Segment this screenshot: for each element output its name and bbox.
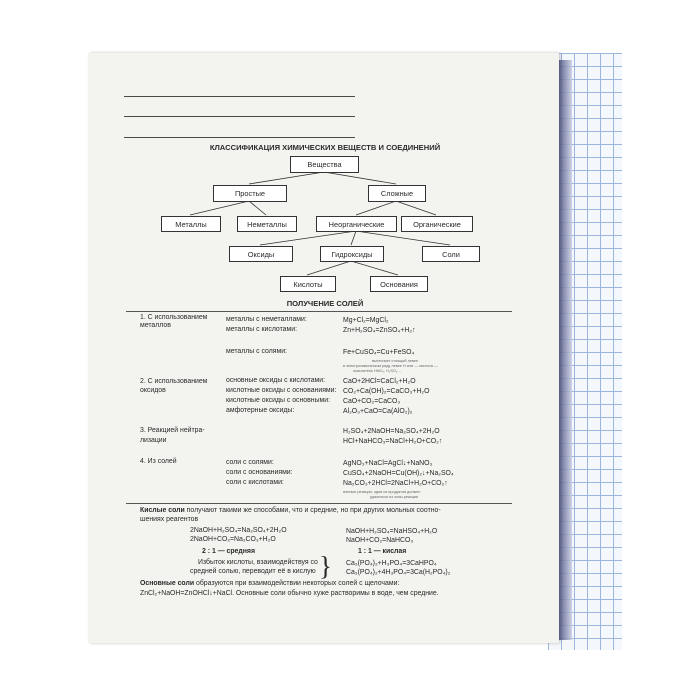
method-2-title: 2. С использованием xyxy=(140,378,208,385)
name-line-1[interactable] xyxy=(124,96,355,97)
node-complex: Сложные xyxy=(368,185,426,202)
node-simple: Простые xyxy=(213,185,287,202)
basic-salts-text-2: ZnCl₂+NaOH=ZnOHCl↓+NaCl. Основные соли обычно хуже растворимы в воде, чем средние. xyxy=(140,590,439,597)
method-1-row-3: металлы с солями: xyxy=(226,348,287,355)
acid-salts-text-2: шениях реагентов xyxy=(140,516,199,523)
page-title: КЛАССИФИКАЦИЯ ХИМИЧЕСКИХ ВЕЩЕСТВ И СОЕДИНЕНИЙ xyxy=(209,143,441,152)
method-4-note-2: удаляться из зоны реакции xyxy=(370,495,419,499)
method-2-title-2: оксидов xyxy=(140,387,166,394)
method-2-eq-4: Al₂O₃+CaO=Ca(AlO₂)₂ xyxy=(343,408,413,415)
basic-salts-text-1: образуются при взаимодействии некоторых солей с щелочами: xyxy=(194,580,400,587)
node-organic: Органические xyxy=(401,216,473,232)
node-substances: Вещества xyxy=(290,156,359,173)
method-4-eq-2: CuSO₄+2NaOH=Cu(OH)₂↓+Na₂SO₄ xyxy=(343,470,454,477)
acid-salts-rule xyxy=(126,503,512,504)
acid-salts-eq-6: Ca₃(PO₄)₂+4H₃PO₄=3Ca(H₂PO₄)₂ xyxy=(346,569,451,576)
name-line-2[interactable] xyxy=(124,116,355,117)
node-salts: Соли xyxy=(422,246,480,262)
method-1-row-1: металлы с неметаллами: xyxy=(226,316,307,323)
method-1-note-1: вытесняет стоящий левее xyxy=(372,359,419,363)
method-4-title: 4. Из солей xyxy=(140,458,177,465)
method-1-title-2: металлов xyxy=(140,322,171,329)
method-4-row-3: соли с кислотами: xyxy=(226,479,284,486)
brace: } xyxy=(319,551,332,581)
node-metals: Металлы xyxy=(161,216,221,232)
method-2-row-1: основные оксиды с кислотами: xyxy=(226,377,326,384)
method-3-title-2: лизации xyxy=(140,437,167,444)
method-4-row-1: соли с солями: xyxy=(226,459,274,466)
node-bases: Основания xyxy=(370,276,428,292)
method-1-note-3: окислитель HNO₃, H₂SO₄ ... xyxy=(353,369,402,373)
acid-salts-eq-2: 2NaOH+CO₂=Na₂CO₃+H₂O xyxy=(190,536,276,543)
method-1-row-2: металлы с кислотами: xyxy=(226,326,298,333)
acid-salts-eq-1: 2NaOH+H₂SO₄=Na₂SO₄+2H₂O xyxy=(190,527,287,534)
node-oxides: Оксиды xyxy=(229,246,293,262)
method-1-eq-1: Mg+Cl₂=MgCl₂ xyxy=(343,317,389,324)
acid-salts-eq-3: NaOH+H₂SO₄=NaHSO₄+H₂O xyxy=(346,528,438,535)
excess-acid-text-2: средней солью, переводит её в кислую xyxy=(190,568,316,575)
method-2-row-4: амфотерные оксиды: xyxy=(226,407,295,414)
method-3-eq-1: H₂SO₄+2NaOH=Na₂SO₄+2H₂O xyxy=(343,428,440,435)
acid-salts-text-1: получают такими же способами, что и средние, но при других мольных соотно- xyxy=(184,507,441,514)
method-4-eq-1: AgNO₃+NaCl=AgCl↓+NaNO₃ xyxy=(343,460,433,467)
method-1-title: 1. С использованием xyxy=(140,314,208,321)
basic-salts-lead: Основные соли xyxy=(140,580,195,587)
method-2-eq-3: CaO+CO₂=CaCO₃ xyxy=(343,398,401,405)
node-hydroxides: Гидроксиды xyxy=(320,246,384,262)
acid-salts-paragraph xyxy=(140,507,441,515)
method-1-eq-2: Zn+H₂SO₄=ZnSO₄+H₂↑ xyxy=(343,327,416,334)
node-inorganic: Неорганические xyxy=(316,216,397,232)
acid-salts-eq-4: NaOH+CO₂=NaHCO₃ xyxy=(346,537,414,544)
method-4-eq-3: Na₂CO₃+2HCl=2NaCl+H₂O+CO₂↑ xyxy=(343,480,448,487)
basic-salts-paragraph xyxy=(140,580,399,588)
method-3-title: 3. Реакцией нейтра- xyxy=(140,427,205,434)
node-acids: Кислоты xyxy=(280,276,336,292)
name-line-3[interactable] xyxy=(124,137,355,138)
salts-section-rule xyxy=(126,311,512,312)
method-2-row-2: кислотные оксиды с основаниями: xyxy=(226,387,337,394)
method-4-note-1: ионные реакции, одни из продуктов должен xyxy=(343,490,421,494)
method-2-row-3: кислотные оксиды с основными: xyxy=(226,397,331,404)
method-2-eq-1: CaO+2HCl=CaCl₂+H₂O xyxy=(343,378,416,385)
acid-salts-eq-5: Ca₃(PO₄)₂+H₃PO₄=3CaHPO₄ xyxy=(346,560,437,567)
method-3-eq-2: HCl+NaHCO₃=NaCl+H₂O+CO₂↑ xyxy=(343,438,443,445)
method-1-note-2: в электрохимическом ряду левее Н или — кислота — xyxy=(343,364,438,368)
ratio-acidic: 1 : 1 — кислая xyxy=(358,548,407,555)
node-nonmetals: Неметаллы xyxy=(237,216,297,232)
ratio-neutral: 2 : 1 — средняя xyxy=(202,548,255,555)
excess-acid-text-1: Избыток кислоты, взаимодействуя со xyxy=(198,559,318,566)
method-4-row-2: соли с основаниями: xyxy=(226,469,293,476)
salts-section-title: ПОЛУЧЕНИЕ СОЛЕЙ xyxy=(286,299,364,308)
method-1-eq-3: Fe+CuSO₄=Cu+FeSO₄ xyxy=(343,349,415,356)
method-2-eq-2: CO₂+Ca(OH)₂=CaCO₃+H₂O xyxy=(343,388,430,395)
acid-salts-lead: Кислые соли xyxy=(140,507,185,514)
